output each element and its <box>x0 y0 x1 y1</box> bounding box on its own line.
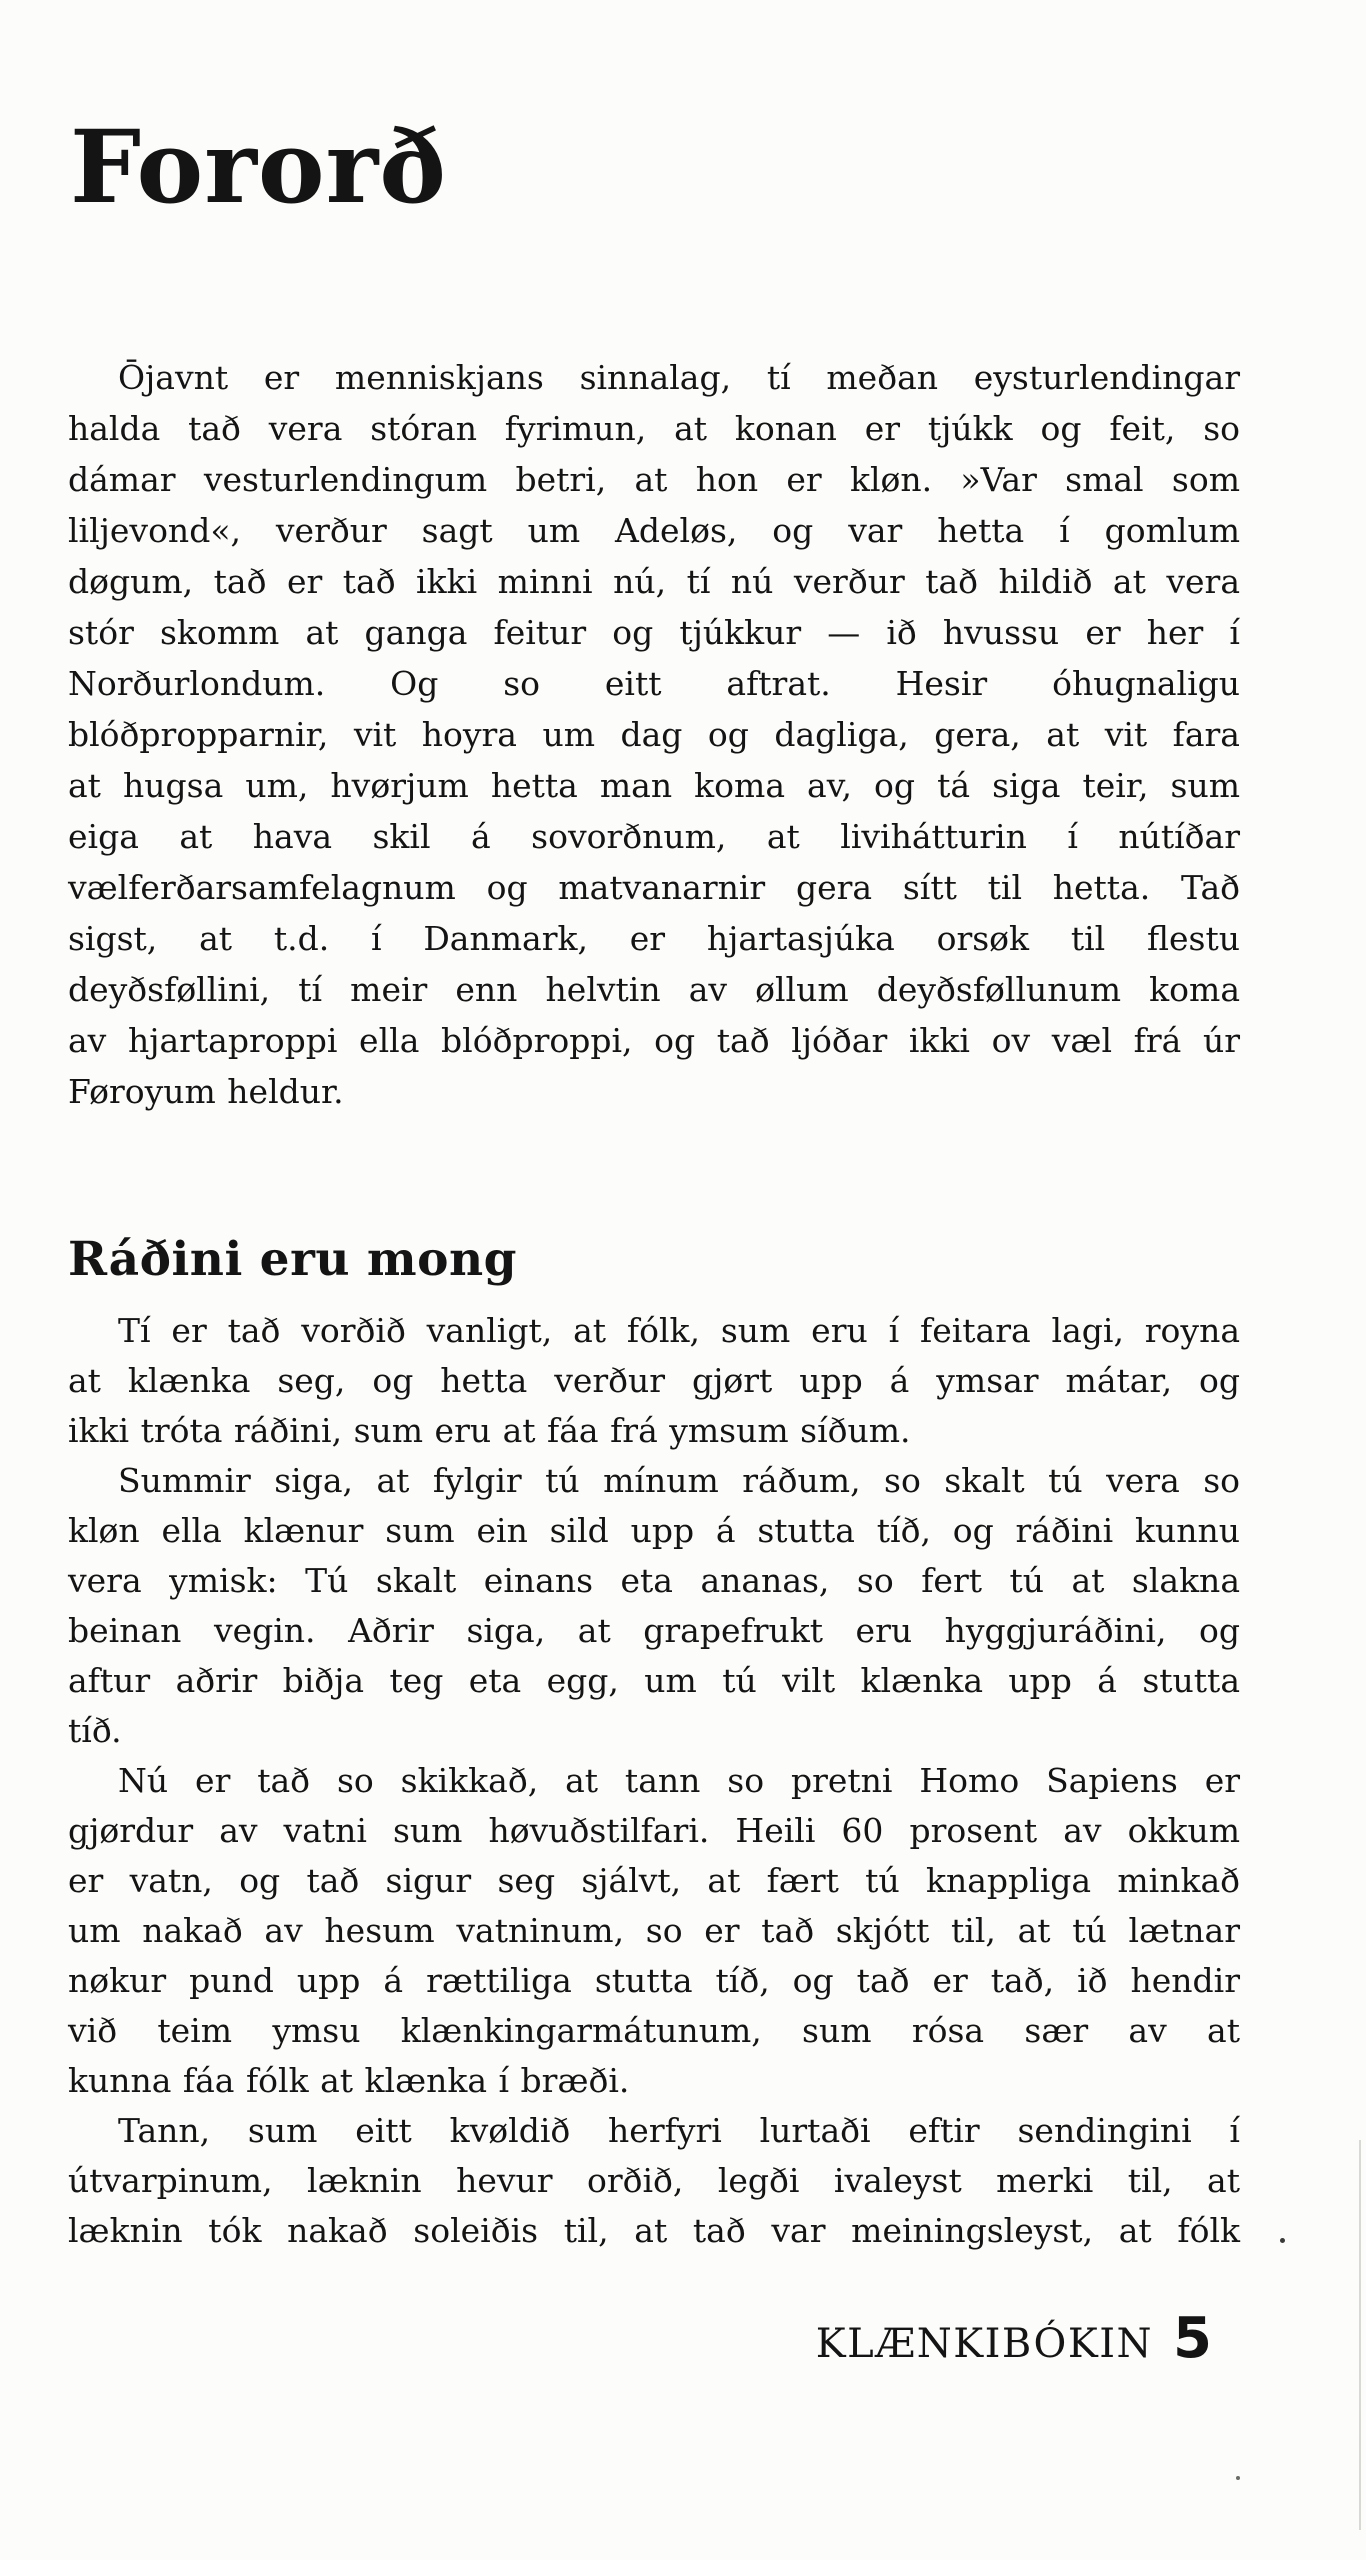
text-line: beinan vegin. Aðrir siga, at grapefrukt eru hyggjuráðini, og <box>68 1611 1240 1650</box>
text-line: eiga at hava skil á sovorðnum, at livihátturin í nútíðar <box>68 817 1240 856</box>
footer-page-number: 5 <box>1173 2306 1212 2371</box>
text-line: blóðpropparnir, vit hoyra um dag og dagliga, gera, at vit fara <box>68 715 1240 754</box>
text-line: døgum, tað er tað ikki minni nú, tí nú verður tað hildið at vera <box>68 562 1240 601</box>
text-line: deyðsføllini, tí meir enn helvtin av øllum deyðsføllunum koma <box>68 970 1240 1009</box>
text-line: læknin tók nakað soleiðis til, at tað var meiningsleyst, at fólk <box>68 2211 1240 2250</box>
text-line: Tann, sum eitt kvøldið herfyri lurtaði eftir sendingini í <box>118 2111 1240 2150</box>
scan-speck <box>1236 2476 1240 2480</box>
scan-edge-line <box>1359 2140 1361 2530</box>
text-line: Summir siga, at fylgir tú mínum ráðum, so skalt tú vera so <box>118 1461 1240 1500</box>
foreword-text-block <box>68 352 1240 1117</box>
scan-speck <box>1280 2238 1285 2243</box>
text-line: útvarpinum, læknin hevur orðið, legði ivaleyst merki til, at <box>68 2161 1240 2200</box>
text-line: sigst, at t.d. í Danmark, er hjartasjúka orsøk til flestu <box>68 919 1240 958</box>
radini-text-block <box>68 1306 1240 2256</box>
section-heading: Ráðini eru mong <box>68 1232 517 1287</box>
page-title: Fororð <box>70 108 447 226</box>
text-line: Norðurlondum. Og so eitt aftrat. Hesir óhugnaligu <box>68 664 1240 703</box>
text-line: vælferðarsamfelagnum og matvanarnir gera sítt til hetta. Tað <box>68 868 1240 907</box>
text-line: stór skomm at ganga feitur og tjúkkur — ið hvussu er her í <box>68 613 1240 652</box>
text-line: Nú er tað so skikkað, at tann so pretni Homo Sapiens er <box>118 1761 1240 1800</box>
text-line: nøkur pund upp á rættiliga stutta tíð, og tað er tað, ið hendir <box>68 1961 1240 2000</box>
footer-book-title: KLÆNKIBÓKIN <box>815 2321 1154 2367</box>
text-line: aftur aðrir biðja teg eta egg, um tú vilt klænka upp á stutta <box>68 1661 1240 1700</box>
text-line: er vatn, og tað sigur seg sjálvt, at fært tú knappliga minkað <box>68 1861 1240 1900</box>
text-line: av hjartaproppi ella blóðproppi, og tað ljóðar ikki ov væl frá úr <box>68 1021 1240 1060</box>
text-line: vera ymisk: Tú skalt einans eta ananas, so fert tú at slakna <box>68 1561 1240 1600</box>
text-line: halda tað vera stóran fyrimun, at konan er tjúkk og feit, so <box>68 409 1240 448</box>
text-line: Ōjavnt er menniskjans sinnalag, tí meðan eysturlendingar <box>118 358 1240 397</box>
text-line: Føroyum heldur. <box>68 1072 344 1111</box>
text-line: tíð. <box>68 1711 122 1750</box>
text-line: við teim ymsu klænkingarmátunum, sum rósa sær av at <box>68 2011 1240 2050</box>
text-line: Tí er tað vorðið vanligt, at fólk, sum eru í feitara lagi, royna <box>118 1311 1240 1350</box>
text-line: kløn ella klænur sum ein sild upp á stutta tíð, og ráðini kunnu <box>68 1511 1240 1550</box>
text-line: dámar vesturlendingum betri, at hon er kløn. »Var smal som <box>68 460 1240 499</box>
text-line: um nakað av hesum vatninum, so er tað skjótt til, at tú lætnar <box>68 1911 1240 1950</box>
text-line: at hugsa um, hvørjum hetta man koma av, og tá siga teir, sum <box>68 766 1240 805</box>
text-line: gjørdur av vatni sum høvuðstilfari. Heili 60 prosent av okkum <box>68 1811 1240 1850</box>
page-footer <box>68 2306 1240 2371</box>
text-line: liljevond«, verður sagt um Adeløs, og var hetta í gomlum <box>68 511 1240 550</box>
text-line: kunna fáa fólk at klænka í bræði. <box>68 2061 630 2100</box>
text-line: at klænka seg, og hetta verður gjørt upp á ymsar mátar, og <box>68 1361 1240 1400</box>
text-line: ikki tróta ráðini, sum eru at fáa frá ymsum síðum. <box>68 1411 911 1450</box>
